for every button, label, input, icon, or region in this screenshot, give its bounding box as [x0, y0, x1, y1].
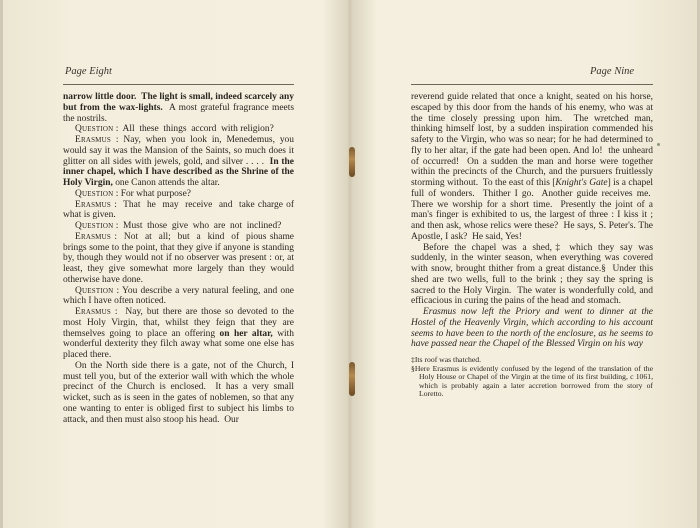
- paragraph: Erasmus : Not at all; but a kind of pious shame brings some to the point, that they give if anyone is standing by, though they would not if no observer was present : or, at least, they give somewhat more largely than they would otherwise have done.: [63, 231, 294, 285]
- right-page: [354, 0, 700, 528]
- page-body: [411, 92, 653, 399]
- paragraph: Question : You describe a very natural feeling, and one which I have often noticed.: [63, 285, 294, 307]
- paper-speck: [657, 143, 660, 146]
- left-page: [3, 0, 352, 528]
- paragraph: Question : All these things accord with religion?: [75, 124, 274, 135]
- paragraph: narrow little door. The light is small, indeed scarcely any but from the wax-lights. A most grateful fragrance meets the nostrils.: [63, 92, 294, 124]
- paragraph: reverend guide related that once a knight, seated on his horse, escaped by this door from the hands of his enemy, who was at the time closely pressing upon him. The wretched man, thinking himself lost, by a sudden inspiration commended his safety to the Virgin, who was so near; for he had determined to fly to her altar, if the gate had been open. And lo! the unheard of occurred! On a sudden the man and horse were together within the precincts of the Church, and the pursuers fruitlessly storming without. To the east of this [Knight's Gate] is a chapel full of wonders. Thither I go. Another guide receives me. There we worship for a short time. Presently the joint of a man's finger is exhibited to us, the largest of three : I kiss it ; and then ask, whose relics were these? He says, S. Peter's. The Apostle, I ask? He said, Yes!: [411, 92, 654, 242]
- body-paragraphs: [411, 92, 653, 350]
- paragraph: Erasmus now left the Priory and went to dinner at the Hostel of the Heavenly Virgin, which according to his account seems to have been to the north of the enclosure, as he seems to have passed near the Chapel of the Blessed Virgin on his way: [411, 307, 653, 350]
- paragraph: Erasmus : Nay, but there are those so devoted to the most Holy Virgin, that, whilst they feign that they are themselves going to place an offering on her altar, with wonderful dexterity they filch away what some one else has placed there.: [63, 307, 294, 360]
- footnote: §Here Erasmus is evidently confused by the legend of the translation of the Holy House or Chapel of the Virgin at the time of its first building, c 1061, which is probably again a later accretion borrowed from the story of Loretto.: [411, 363, 653, 399]
- paragraph: Before the chapel was a shed,‡ which they say was suddenly, in the winter season, when everything was covered with snow, brought thither from a great distance.§ Under this shed are two wells, full to the brink ; they say the spring is sacred to the Holy Virgin. The water is wonderfully cold, and efficacious in curing the pains of the head and stomach.: [411, 242, 653, 307]
- paragraph: On the North side there is a gate, not of the Church, I must tell you, but of the exterior wall with which the whole precinct of the Church is enclosed. It has a very small wicket, such as is seen in the gates of noblemen, so that any one wanting to enter is obliged first to subject his limbs to attack, and then must also stoop his head. Our: [63, 360, 294, 425]
- footnote: ‡Its roof was thatched.: [411, 355, 482, 364]
- paragraph: Question : For what purpose?: [75, 188, 191, 199]
- header-rule: [411, 84, 653, 85]
- page-body: [63, 92, 294, 425]
- paragraph: Erasmus : Nay, when you look in, Menedemus, you would say it was the Mansion of the Saints, so much does it glitter on all sides with jewels, gold, and silver . . . . In the inner chapel, which I have described as the Shrine of the Holy Virgin, one Canon attends the altar.: [63, 135, 294, 188]
- footnotes: [411, 356, 653, 399]
- paragraph: Erasmus : That he may receive and take charge of what is given.: [63, 199, 294, 221]
- header-rule: [63, 84, 294, 85]
- page-header: Page Eight: [65, 66, 112, 77]
- paragraph: Question : Must those give who are not inclined?: [75, 221, 282, 231]
- page-header: Page Nine: [590, 66, 635, 77]
